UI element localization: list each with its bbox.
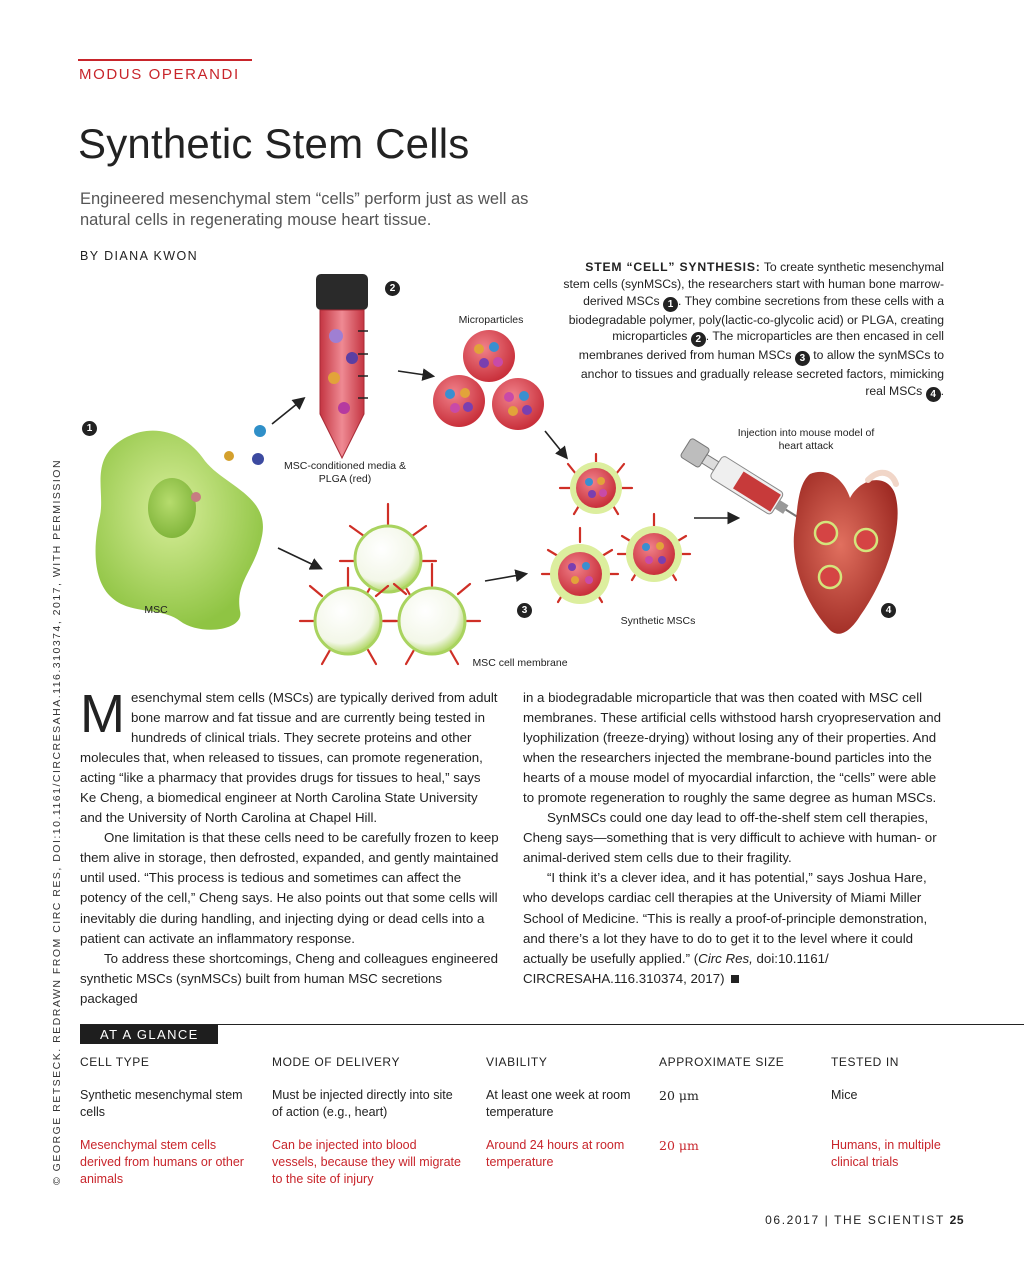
cell-membranes xyxy=(300,504,480,664)
step-4-badge: 4 xyxy=(926,387,941,402)
paragraph-2: One limitation is that these cells need to be carefully frozen to keep them alive in storage, then defrosted, expanded, and gently maintained until used. “This process is tedious and sometimes can affect the potency of the cell,” Cheng says. He also points out that some cells will inevitably die during handling, and injecting dying or dead cells into a patient can activate an inflammatory response. xyxy=(80,830,499,946)
glance-row1-tested: Mice xyxy=(831,1088,858,1102)
glance-row2-viability: Around 24 hours at room temperature xyxy=(486,1138,625,1169)
label-microparticles: Microparticles xyxy=(458,314,524,326)
paragraph-3: To address these shortcomings, Cheng and colleagues engineered synthetic MSCs (synMSCs) built from human MSC secretions packaged xyxy=(80,950,498,1006)
page-number: 25 xyxy=(949,1213,964,1227)
step-3-badge: 3 xyxy=(795,351,810,366)
msc-nucleus xyxy=(148,478,196,538)
page-footer xyxy=(765,1213,964,1227)
glance-row2-tested: Humans, in multiple clinical trials xyxy=(831,1138,941,1169)
label-msc: MSC xyxy=(144,604,168,616)
glance-row1-cell-type: Synthetic mesenchymal stem cells xyxy=(80,1088,243,1119)
glance-row1-delivery: Must be injected directly into site of action (e.g., heart) xyxy=(272,1088,453,1119)
step-2-marker: 2 xyxy=(385,281,400,296)
caption-text-1: To create synthetic mesenchymal stem cells (synMSCs), the researchers start with human bone marrow-derived MSCs xyxy=(563,260,944,308)
section-label: MODUS OPERANDI xyxy=(79,66,240,83)
step-2-badge: 2 xyxy=(691,332,706,347)
article-column-right xyxy=(523,688,943,989)
section-rule xyxy=(78,59,252,61)
glance-header-tested: TESTED IN xyxy=(831,1055,900,1069)
paragraph-5: SynMSCs could one day lead to off-the-shelf stem cell therapies, Cheng says—something that is very difficult to achieve with human- or animal-derived stem cells due to their fragility. xyxy=(523,810,937,866)
step-1-marker: 1 xyxy=(82,421,97,436)
glance-rule xyxy=(80,1024,1024,1025)
paragraph-6-text-a: “I think it’s a clever idea, and it has potential,” says Joshua Hare, who develops cardiac cell therapies at the University of Miami Miller School of Medicine. “This is really a proof-of-principle demonstration, and there’s a lot they have to do to get it to the level where it could actually be usefully applied.” ( xyxy=(523,870,928,966)
tube-body xyxy=(320,310,364,458)
glance-tab: AT A GLANCE xyxy=(80,1025,218,1044)
paragraph-1 xyxy=(80,684,500,828)
caption-text-3: . The microparticles are then encased in cell membranes derived from human MSCs xyxy=(578,329,944,363)
microparticle-cluster xyxy=(433,330,544,430)
tube-cap xyxy=(316,274,368,310)
paragraph-4: in a biodegradable microparticle that was then coated with MSC cell membranes. These artificial cells withstood harsh cryopreservation and lyophilization (freeze-drying) without losing any of their properties. And when the researchers injected the membrane-bound particles into the hearts of a mouse model of myocardial infarction, the “cells” were able to promote regeneration to roughly the same degree as human MSCs. xyxy=(523,690,942,806)
label-injection: Injection into mouse model of heart attack xyxy=(737,427,875,452)
caption-heading: STEM “CELL” SYNTHESIS: xyxy=(585,260,761,274)
caption-text-4: to allow the synMSCs to anchor to tissues and gradually release secreted factors, mimicking real MSCs xyxy=(580,348,944,399)
end-mark xyxy=(731,975,739,983)
glance-row2-size: 20 μm xyxy=(659,1138,699,1153)
glance-header-viability: VIABILITY xyxy=(486,1055,548,1069)
paragraph-6 xyxy=(523,868,943,988)
glance-row2-delivery: Can be injected into blood vessels, because they will migrate to the site of injury xyxy=(272,1138,461,1186)
caption-end: . xyxy=(940,384,944,399)
step-3-marker: 3 xyxy=(517,603,532,618)
label-conditioned-media: MSC-conditioned media & PLGA (red) xyxy=(284,460,406,485)
drop-cap: M xyxy=(80,684,125,744)
glance-header-size: APPROXIMATE SIZE xyxy=(659,1055,785,1069)
glance-row1-size: 20 μm xyxy=(659,1088,699,1103)
article-column-left xyxy=(80,684,500,1009)
article-title: Synthetic Stem Cells xyxy=(78,120,470,167)
paragraph-6-text-b: doi:10.1161/ CIRCRESAHA.116.310374, 2017) xyxy=(523,950,829,986)
illustration xyxy=(0,236,1024,676)
journal-name: Circ Res, xyxy=(698,950,753,966)
glance-header-cell-type: CELL TYPE xyxy=(80,1055,150,1069)
byline: BY DIANA KWON xyxy=(80,249,198,263)
article-subtitle: Engineered mesenchymal stem “cells” perform just as well as natural cells in regenerating mouse heart tissue. xyxy=(80,190,529,229)
footer-issue: 06.2017 | THE SCIENTIST xyxy=(765,1213,945,1227)
label-msc-cell-membrane: MSC cell membrane xyxy=(472,657,568,669)
synthetic-mscs xyxy=(542,454,690,604)
label-synthetic-mscs: Synthetic MSCs xyxy=(620,615,696,627)
image-credit: © GEORGE RETSECK. REDRAWN FROM CIRC RES, DOI:10.1161/CIRCRESAHA.116.310374, 2017, WITH PERMISSION xyxy=(51,458,63,1185)
step-4-marker: 4 xyxy=(881,603,896,618)
glance-row1-viability: At least one week at room temperature xyxy=(486,1088,631,1119)
glance-header-delivery: MODE OF DELIVERY xyxy=(272,1055,401,1069)
caption-text-2: . They combine secretions from these cells with a biodegradable polymer, poly(lactic-co-glycolic acid) or PLGA, creating microparticles xyxy=(568,293,944,344)
paragraph-1-text: esenchymal stem cells (MSCs) are typically derived from adult bone marrow and fat tissue and are currently being tested in hundreds of clinical trials. They secrete proteins and other molecules that, when released to tissues, can promote regeneration, acting “like a pharmacy that provides drugs for tissues to heal,” says Ke Cheng, a biomedical engineer at North Carolina State University and the University of North Carolina at Chapel Hill. xyxy=(80,690,498,826)
step-1-badge: 1 xyxy=(663,297,678,312)
glance-row2-cell-type: Mesenchymal stem cells derived from humans or other animals xyxy=(80,1138,244,1186)
figure-caption xyxy=(560,259,944,402)
